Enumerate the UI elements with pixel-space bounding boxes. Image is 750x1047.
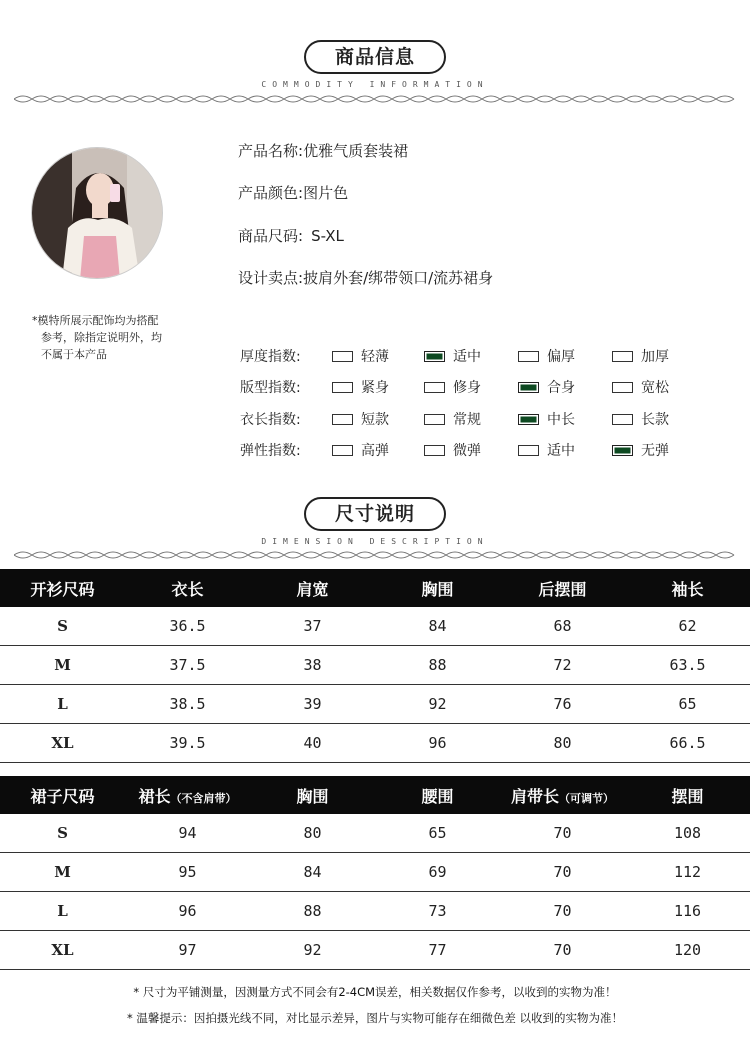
table-row xyxy=(0,853,750,892)
table-cell: XL xyxy=(51,734,74,752)
checkbox-checked-icon xyxy=(612,445,633,456)
index-row-elasticity xyxy=(240,440,720,458)
header-main: 肩带长 xyxy=(510,786,559,806)
header-note: （不含肩带） xyxy=(170,791,237,805)
info-value: 优雅气质套装裙 xyxy=(303,142,409,160)
index-label: 版型指数: xyxy=(240,380,301,396)
header-main: 腰围 xyxy=(421,786,454,806)
header-cell xyxy=(250,784,375,807)
section-subtitle-commodity: COMMODITY INFORMATION xyxy=(261,80,489,89)
table-cell: 116 xyxy=(673,902,702,920)
info-value: 图片色 xyxy=(303,184,349,202)
checkbox-icon xyxy=(424,382,445,393)
table-cell: 70 xyxy=(553,902,572,920)
table-row xyxy=(0,685,750,724)
table-row xyxy=(0,814,750,853)
index-option xyxy=(332,346,389,366)
index-option-label: 常规 xyxy=(453,412,481,428)
index-option-label: 高弹 xyxy=(361,443,389,459)
table-cell: S xyxy=(57,617,68,635)
checkbox-icon xyxy=(612,351,633,362)
checkbox-icon xyxy=(424,414,445,425)
table-cell: S xyxy=(57,824,68,842)
table-cell: 88 xyxy=(303,902,322,920)
header-cell: 胸围 xyxy=(421,579,454,599)
index-label: 衣长指数: xyxy=(240,412,301,428)
table-cell: L xyxy=(57,902,68,920)
index-option-label: 宽松 xyxy=(641,380,669,396)
table-cell: 96 xyxy=(178,902,197,920)
skirt-size-table xyxy=(0,776,750,970)
checkbox-icon xyxy=(424,445,445,456)
table-cell: 94 xyxy=(178,824,197,842)
info-label: 商品尺码: xyxy=(238,227,304,245)
index-option xyxy=(518,440,575,460)
info-product-size xyxy=(238,225,344,246)
header-cell xyxy=(0,784,125,807)
info-label: 产品颜色: xyxy=(238,184,304,202)
index-option xyxy=(612,377,669,397)
table-cell: 77 xyxy=(428,941,447,959)
section-title-commodity: 商品信息 xyxy=(304,40,446,74)
section-title-dimension: 尺寸说明 xyxy=(304,497,446,531)
table-cell: 92 xyxy=(303,941,322,959)
table-cell: 40 xyxy=(303,734,322,752)
index-label: 弹性指数: xyxy=(240,443,301,459)
table-cell: 38.5 xyxy=(169,695,206,713)
checkbox-icon xyxy=(332,351,353,362)
wave-divider xyxy=(14,549,736,561)
table-cell: 120 xyxy=(673,941,702,959)
table-cell: 95 xyxy=(178,863,197,881)
info-label: 设计卖点: xyxy=(238,269,304,287)
table-cell: 37 xyxy=(303,617,322,635)
table-cell: 37.5 xyxy=(169,656,206,674)
footnote-color-notice: * 温馨提示：因拍摄光线不同，对比显示差异，图片与实物可能存在细微色差 以收到的实物为准！ xyxy=(126,1011,624,1025)
header-main: 裙子尺码 xyxy=(30,786,95,806)
checkbox-checked-icon xyxy=(424,351,445,362)
index-option-label: 加厚 xyxy=(641,349,669,365)
header-main: 摆围 xyxy=(671,786,704,806)
table-row xyxy=(0,607,750,646)
index-option-label: 中长 xyxy=(547,412,575,428)
table-cell: 63.5 xyxy=(669,656,706,674)
table-cell: XL xyxy=(51,941,74,959)
table-cell: 96 xyxy=(428,734,447,752)
index-option xyxy=(612,409,669,429)
index-option xyxy=(424,409,481,429)
header-main: 胸围 xyxy=(296,786,329,806)
table-cell: 80 xyxy=(553,734,572,752)
wave-divider xyxy=(14,93,736,105)
table-cell: 76 xyxy=(553,695,572,713)
header-main: 裙长 xyxy=(138,786,171,806)
index-option xyxy=(332,440,389,460)
table-cell: 92 xyxy=(428,695,447,713)
table-row xyxy=(0,931,750,970)
table-cell: 38 xyxy=(303,656,322,674)
table-cell: 70 xyxy=(553,863,572,881)
checkbox-checked-icon xyxy=(518,414,539,425)
index-label: 厚度指数: xyxy=(240,349,301,365)
checkbox-icon xyxy=(612,382,633,393)
checkbox-checked-icon xyxy=(518,382,539,393)
index-option xyxy=(424,346,481,366)
index-option xyxy=(518,377,575,397)
table-cell: 80 xyxy=(303,824,322,842)
header-note: （可调节） xyxy=(559,791,614,805)
header-cell xyxy=(125,784,250,807)
header-cell xyxy=(625,784,750,807)
header-cell: 后摆围 xyxy=(538,579,587,599)
checkbox-icon xyxy=(612,414,633,425)
index-option xyxy=(332,377,389,397)
info-label: 产品名称: xyxy=(238,142,304,160)
header-cell: 衣长 xyxy=(171,579,204,599)
table-cell: 73 xyxy=(428,902,447,920)
table-cell: 65 xyxy=(428,824,447,842)
info-selling-points xyxy=(238,267,493,288)
index-option-label: 短款 xyxy=(361,412,389,428)
table-row xyxy=(0,892,750,931)
table-cell: 112 xyxy=(673,863,702,881)
table-cell: 84 xyxy=(303,863,322,881)
table-cell: M xyxy=(54,863,71,881)
table-cell: 66.5 xyxy=(669,734,706,752)
header-cell xyxy=(375,784,500,807)
table-cell: 39.5 xyxy=(169,734,206,752)
checkbox-icon xyxy=(332,382,353,393)
index-row-fit xyxy=(240,377,720,395)
header-cell: 开衫尺码 xyxy=(30,579,95,599)
model-note xyxy=(32,312,192,363)
index-option-label: 偏厚 xyxy=(547,349,575,365)
table-cell: 36.5 xyxy=(169,617,206,635)
model-photo xyxy=(31,147,163,279)
model-note-line: 参考，除指定说明外，均 xyxy=(41,331,162,344)
index-option-label: 长款 xyxy=(641,412,669,428)
table-cell: 39 xyxy=(303,695,322,713)
checkbox-icon xyxy=(332,445,353,456)
index-option xyxy=(332,409,389,429)
cardigan-size-table xyxy=(0,569,750,763)
table-cell: 62 xyxy=(678,617,697,635)
header-cell xyxy=(500,784,625,807)
info-product-name xyxy=(238,140,408,161)
table-cell: 69 xyxy=(428,863,447,881)
index-option-label: 微弹 xyxy=(453,443,481,459)
table-cell: 97 xyxy=(178,941,197,959)
table-cell: 88 xyxy=(428,656,447,674)
table-cell: 70 xyxy=(553,824,572,842)
info-value: S-XL xyxy=(311,227,344,245)
index-row-thickness xyxy=(240,346,720,364)
checkbox-icon xyxy=(518,445,539,456)
index-option-label: 适中 xyxy=(453,349,481,365)
info-value: 披肩外套/绑带领口/流苏裙身 xyxy=(303,269,494,287)
table-header xyxy=(0,569,750,607)
index-option-label: 合身 xyxy=(547,380,575,396)
table-cell: 68 xyxy=(553,617,572,635)
index-option-label: 适中 xyxy=(547,443,575,459)
index-option-label: 轻薄 xyxy=(361,349,389,365)
index-option xyxy=(518,409,575,429)
model-note-line: *模特所展示配饰均为搭配 xyxy=(32,314,159,327)
index-option xyxy=(424,440,481,460)
index-option xyxy=(612,440,669,460)
header-cell: 袖长 xyxy=(671,579,704,599)
table-cell: 108 xyxy=(673,824,702,842)
table-cell: 84 xyxy=(428,617,447,635)
index-option-label: 紧身 xyxy=(361,380,389,396)
index-option-label: 无弹 xyxy=(641,443,669,459)
model-note-line: 不属于本产品 xyxy=(41,348,107,361)
index-option xyxy=(424,377,481,397)
table-header xyxy=(0,776,750,814)
info-product-color xyxy=(238,182,348,203)
table-cell: M xyxy=(54,656,71,674)
footnote-measurement: * 尺寸为平铺测量，因测量方式不同会有2-4CM误差，相关数据仅作参考，以收到的实物为准！ xyxy=(133,985,617,999)
index-option xyxy=(612,346,669,366)
table-cell: 65 xyxy=(678,695,697,713)
index-option xyxy=(518,346,575,366)
table-cell: 70 xyxy=(553,941,572,959)
index-row-length xyxy=(240,409,720,427)
checkbox-icon xyxy=(332,414,353,425)
index-option-label: 修身 xyxy=(453,380,481,396)
table-row xyxy=(0,646,750,685)
table-cell: 72 xyxy=(553,656,572,674)
header-cell: 肩宽 xyxy=(296,579,329,599)
table-row xyxy=(0,724,750,763)
checkbox-icon xyxy=(518,351,539,362)
table-cell: L xyxy=(57,695,68,713)
section-subtitle-dimension: DIMENSION DESCRIPTION xyxy=(261,537,489,546)
